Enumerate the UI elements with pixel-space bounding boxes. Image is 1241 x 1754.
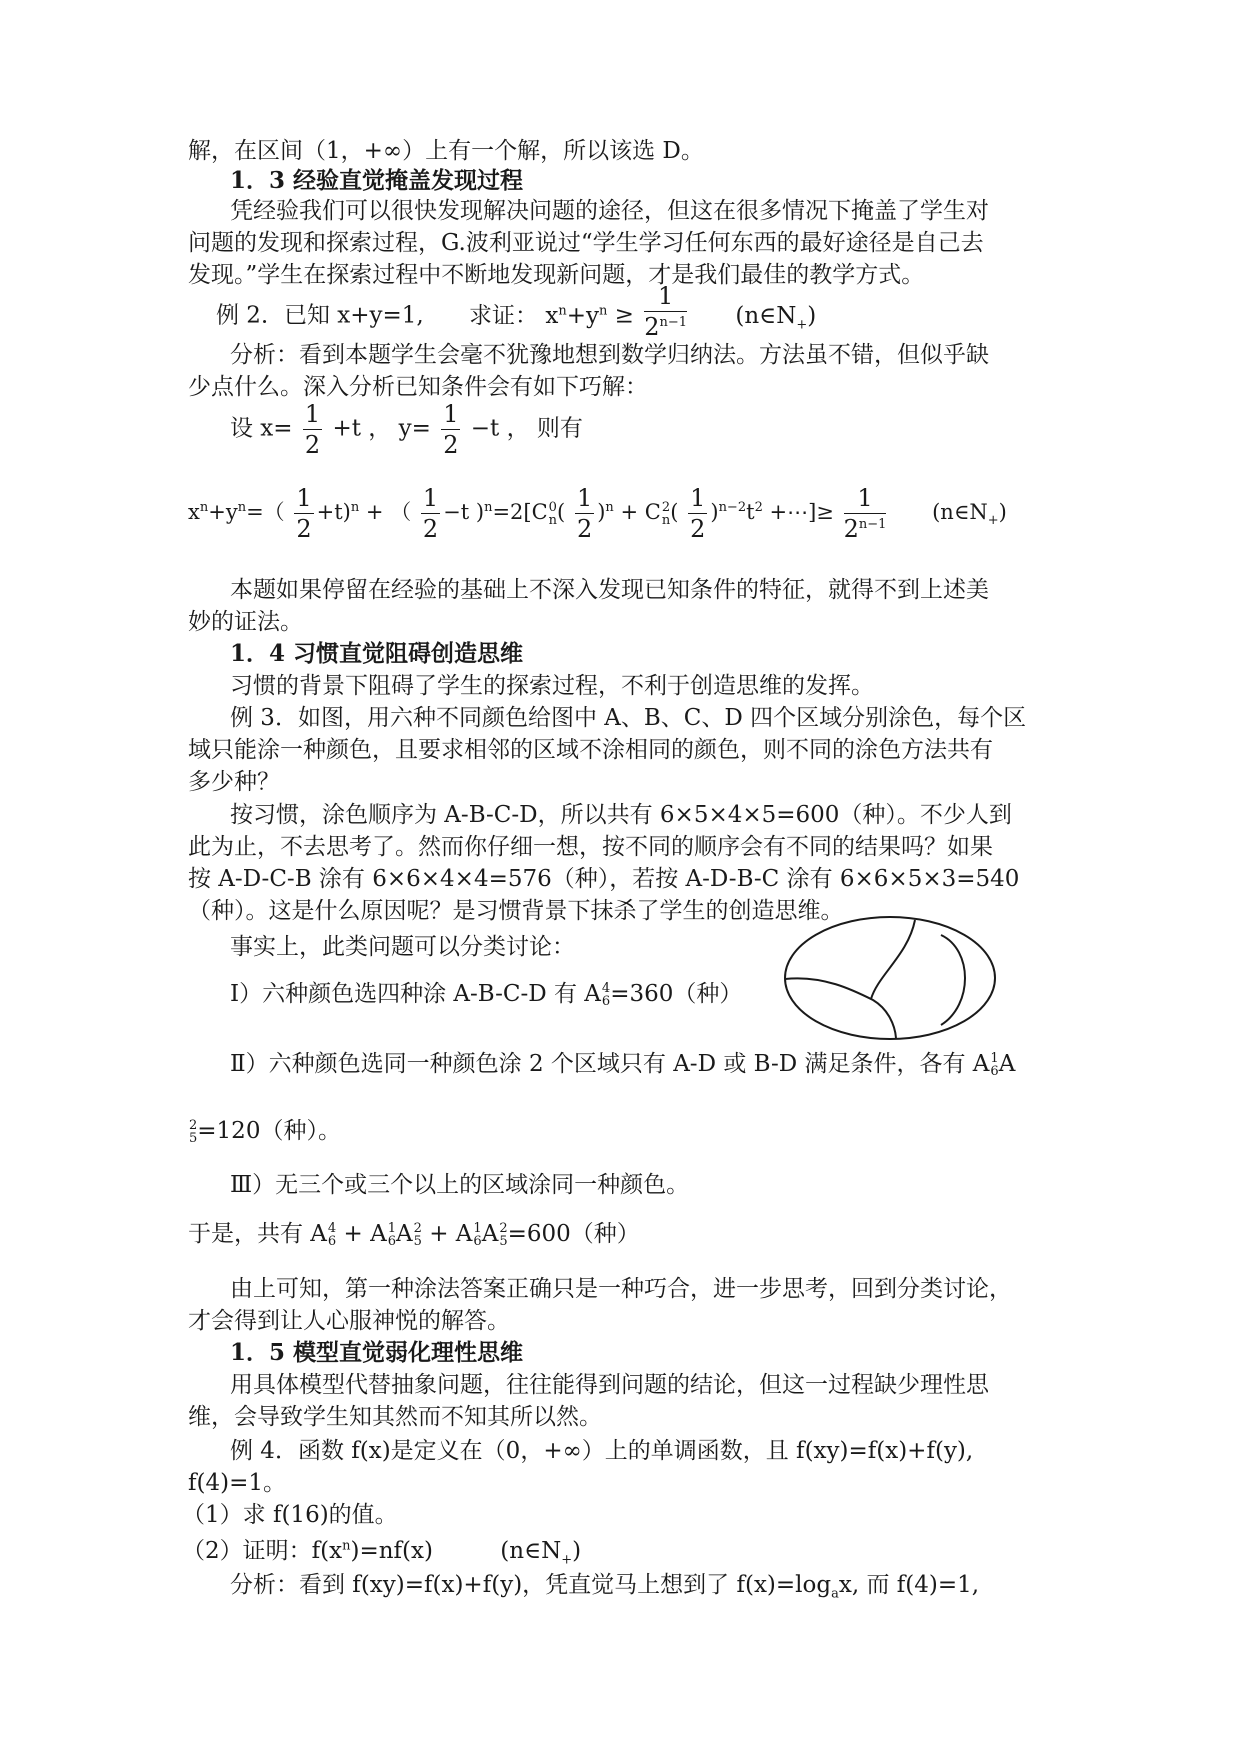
region-border-upper [871,920,915,999]
paragraph-line: 域只能涂一种颜色，且要求相邻的区域不涂相同的颜色，则不同的涂色方法共有 [188,737,993,763]
paragraph-line: 维，会导致学生知其然而不知其所以然。 [188,1404,602,1430]
paragraph-line: 问题的发现和探索过程，G.波利亚说过“学生学习任何东西的最好途径是自己去 [188,230,984,256]
fraction: $\frac{1}{2}$ [576,484,593,543]
expansion-equation: $x^n+y^n=$（ $\frac{1}{2}$ +t)$^n$ + （ $\frac{1}{2}$ −t )$^n$=2[C 0 n ( $\frac{1}{2}$ )$^n$ + C 2 n ( $\frac{1}{2}$ )$^{n-2}t^2$ +⋯]≥ $\frac{1}{2^{n-1}}$ $(n\in N_+)$ [188,484,1007,543]
prove-label: 求证： [469,302,539,329]
paragraph-line: 解，在区间（1，+∞）上有一个解，所以该选 D。 [188,138,704,164]
region-border-right [941,935,965,1025]
paragraph-line: 由上可知，第一种涂法答案正确只是一种巧合，进一步思考，回到分类讨论， [230,1276,1012,1302]
example-label: 例 2．已知 x+y=1, [216,302,424,329]
paragraph-line: 凭经验我们可以很快发现解决问题的途径，但这在很多情况下掩盖了学生对 [230,198,989,224]
fraction: $\frac{1}{2^{n-1}}$ [644,282,688,341]
fraction: $\frac{1}{2}$ [690,484,706,543]
paragraph-line: （种）。这是什么原因呢？是习惯背景下抹杀了学生的创造思维。 [188,898,844,924]
paragraph-line: 用具体模型代替抽象问题，往往能得到问题的结论，但这一过程缺少理性思 [230,1372,989,1398]
region-coloring-figure [783,915,997,1041]
paragraph-line: 多少种？ [188,769,280,795]
fraction: $\frac{1}{2}$ [443,400,459,459]
lhs: $x^n+y^n$ [545,302,608,329]
case-2: Ⅱ）六种颜色选同一种颜色涂 2 个区域只有 A-D 或 B-D 满足条件，各有 A 1 6 A [230,1051,1016,1079]
ge-symbol: ≥ [614,302,634,329]
outer-oval [785,917,995,1039]
example-2-line [216,282,817,341]
fraction: $\frac{1}{2^{n-1}}$ [843,484,887,543]
region-border-lower [785,978,896,1038]
paragraph-line: 才会得到让人心服神悦的解答。 [188,1308,510,1334]
case-1: Ⅰ）六种颜色选四种涂 A-B-C-D 有 A 4 6 =360（种） [230,981,743,1009]
paragraph-line: 少点什么。深入分析已知条件会有如下巧解： [188,374,648,400]
question-2: （2）证明：$f(x^n)=nf(x)$ $(n\in N_+)$ [182,1538,582,1568]
paragraph-line: 此为止，不去思考了。然而你仔细一想，按不同的顺序会有不同的结果吗？如果 [188,834,993,860]
fraction: $\frac{1}{2}$ [304,400,321,459]
case-3: Ⅲ）无三个或三个以上的区域涂同一种颜色。 [230,1172,690,1198]
question-1: （1）求 f(16)的值。 [182,1502,398,1528]
paragraph-line: 妙的证法。 [188,609,303,635]
analysis-line: 分析：看到 f(xy)=f(x)+f(y)，凭直觉马上想到了 $f(x)=\log_ax$, 而 f(4)=1, [230,1572,980,1602]
total-count-line: 于是，共有 A 4 6 + A 1 6 A 2 5 + A 1 6 A 2 5 =600（种） [188,1221,640,1249]
paragraph-line: 例 3．如图，用六种不同颜色给图中 A、B、C、D 四个区域分别涂色，每个区 [230,705,1027,731]
fraction: $\frac{1}{2}$ [422,484,439,543]
paragraph-line: 本题如果停留在经验的基础上不深入发现已知条件的特征，就得不到上述美 [230,577,989,603]
substitution-line: 设 x= $\frac{1}{2}$ +t ， y= $\frac{1}{2}$ −t ， 则有 [230,400,583,459]
paragraph-line: 习惯的背景下阻碍了学生的探索过程，不利于创造思维的发挥。 [230,673,874,699]
section-heading-1-4: 1．4 习惯直觉阻碍创造思维 [230,640,524,667]
fraction: $\frac{1}{2}$ [296,484,312,543]
paragraph-line: 发现。”学生在探索过程中不断地发现新问题，才是我们最佳的教学方式。 [188,262,925,288]
paragraph-line: f(4)=1。 [188,1470,286,1496]
condition: $(n\in N_+)$ [735,302,817,333]
section-heading-1-3: 1．3 经验直觉掩盖发现过程 [230,167,524,194]
paragraph-line: 按 A-D-C-B 涂有 6×6×4×4=576（种），若按 A-D-B-C 涂有 6×6×5×3=540 [188,866,1020,892]
section-heading-1-5: 1．5 模型直觉弱化理性思维 [230,1339,524,1366]
case-2-continued: 2 5 =120（种）。 [189,1118,341,1146]
paragraph-line: 例 4．函数 f(x)是定义在（0，+∞）上的单调函数，且 f(xy)=f(x)+f(y), [230,1438,974,1464]
paragraph-line: 事实上，此类问题可以分类讨论： [230,934,575,960]
paragraph-line: 按习惯，涂色顺序为 A-B-C-D，所以共有 6×5×4×5=600（种）。不少人到 [230,802,1012,828]
paragraph-line: 分析：看到本题学生会毫不犹豫地想到数学归纳法。方法虽不错，但似乎缺 [230,342,989,368]
